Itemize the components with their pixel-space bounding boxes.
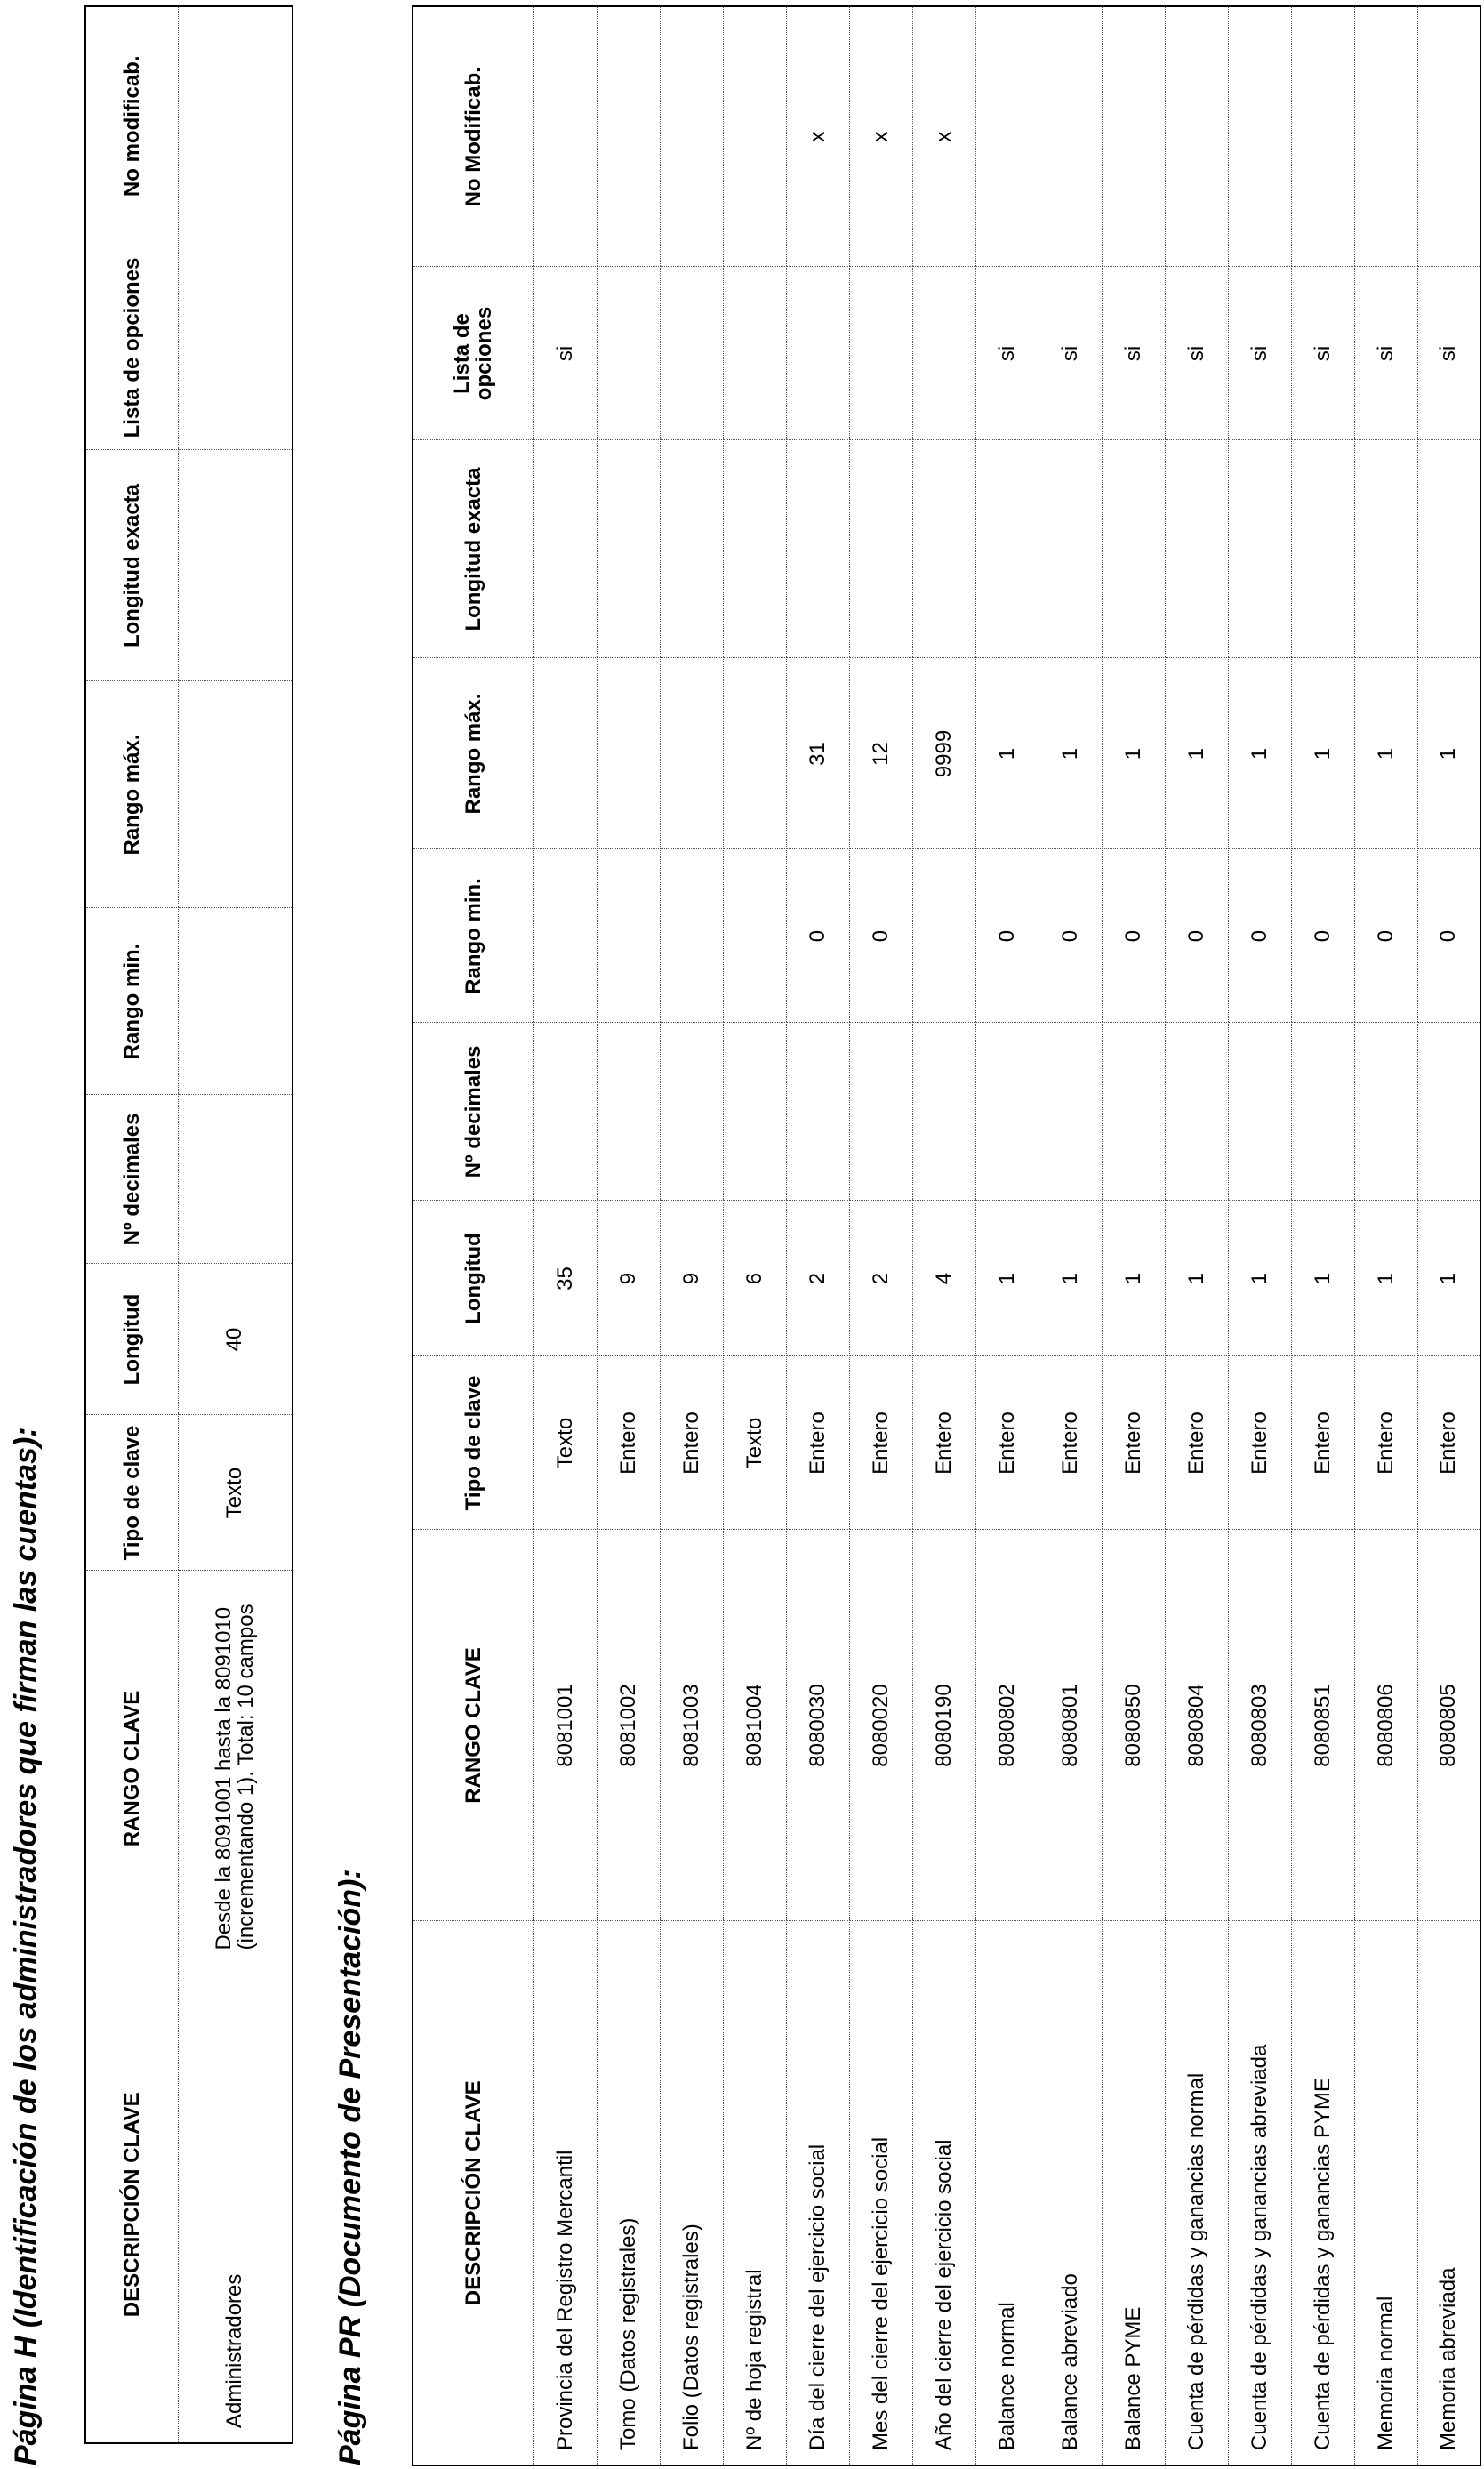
pr-cell-no-modificab (1354, 6, 1417, 267)
pr-cell-descripcion: Cuenta de pérdidas y ganancias normal (1165, 1921, 1228, 2465)
pr-cell-decimales (1354, 1023, 1417, 1201)
pr-cell-descripcion: Balance abreviado (1039, 1921, 1102, 2465)
h-cell-descripcion: Administradores (178, 1966, 293, 2443)
pr-cell-longitud-exacta (597, 440, 660, 658)
pr-cell-longitud: 2 (786, 1201, 849, 1356)
pr-cell-no-modificab (1417, 6, 1480, 267)
pr-cell-longitud-exacta (723, 440, 786, 658)
pr-cell-rango: 8080850 (1102, 1530, 1165, 1921)
pr-cell-tipo: Entero (1354, 1356, 1417, 1530)
pr-header-lista: Lista de opciones (413, 267, 533, 440)
pr-cell-longitud: 6 (723, 1201, 786, 1356)
pr-cell-decimales (597, 1023, 660, 1201)
pr-cell-decimales (1039, 1023, 1102, 1201)
pr-cell-tipo: Entero (912, 1356, 975, 1530)
pr-cell-descripcion: Año del cierre del ejercicio social (912, 1921, 975, 2465)
pr-cell-descripcion: Día del cierre del ejercicio social (786, 1921, 849, 2465)
pr-cell-rango-min: 0 (1102, 849, 1165, 1023)
table-row (1039, 6, 1102, 2465)
pr-cell-longitud: 1 (1039, 1201, 1102, 1356)
pr-cell-no-modificab (597, 6, 660, 267)
table-row (178, 6, 293, 2443)
pr-cell-decimales (975, 1023, 1039, 1201)
pr-cell-rango: 8080803 (1228, 1530, 1291, 1921)
pr-cell-longitud: 1 (1228, 1201, 1291, 1356)
pr-cell-decimales (1165, 1023, 1228, 1201)
pr-cell-tipo: Entero (975, 1356, 1039, 1530)
pr-cell-longitud-exacta (912, 440, 975, 658)
pr-cell-lista (786, 267, 849, 440)
pr-cell-rango-min: 0 (975, 849, 1039, 1023)
pr-cell-rango-min: 0 (1417, 849, 1480, 1023)
h-header-lista: Lista de opciones (85, 245, 178, 450)
pr-cell-rango-max: 31 (786, 658, 849, 849)
pr-cell-descripcion: Tomo (Datos registrales) (597, 1921, 660, 2465)
pr-cell-tipo: Entero (1039, 1356, 1102, 1530)
table-row (660, 6, 723, 2465)
pr-cell-longitud-exacta (975, 440, 1039, 658)
pr-cell-descripcion: Cuenta de pérdidas y ganancias PYME (1291, 1921, 1354, 2465)
pr-cell-rango-max: 1 (1291, 658, 1354, 849)
pr-cell-lista: si (1102, 267, 1165, 440)
pr-cell-longitud: 2 (849, 1201, 912, 1356)
pr-cell-longitud: 1 (1354, 1201, 1417, 1356)
table-row (975, 6, 1039, 2465)
pr-cell-rango-min: 0 (1165, 849, 1228, 1023)
pr-cell-longitud-exacta (786, 440, 849, 658)
pr-cell-no-modificab (1291, 6, 1354, 267)
pr-cell-rango-max: 1 (1354, 658, 1417, 849)
pr-cell-descripcion: Memoria abreviada (1417, 1921, 1480, 2465)
table-row (1417, 6, 1480, 2465)
pr-cell-rango-max (723, 658, 786, 849)
pr-cell-lista: si (1291, 267, 1354, 440)
pr-cell-lista: si (1165, 267, 1228, 440)
table-row (1228, 6, 1291, 2465)
pr-cell-descripcion: Nº de hoja registral (723, 1921, 786, 2465)
page-h-title: Página H (Identificación de los administradores que firman las cuentas): (9, 1427, 43, 2465)
h-cell-decimales (178, 1095, 293, 1264)
pr-cell-tipo: Entero (1228, 1356, 1291, 1530)
table-row (723, 6, 786, 2465)
pr-cell-longitud: 1 (1165, 1201, 1228, 1356)
pr-cell-lista (597, 267, 660, 440)
pr-cell-longitud-exacta (1165, 440, 1228, 658)
pr-cell-tipo: Entero (1417, 1356, 1480, 1530)
h-header-rango-max: Rango máx. (85, 681, 178, 908)
pr-cell-lista: si (1228, 267, 1291, 440)
table-row (1291, 6, 1354, 2465)
h-cell-rango: Desde la 8091001 hasta la 8091010 (incrementando 1). Total: 10 campos (178, 1571, 293, 1966)
pr-cell-rango: 8081001 (533, 1530, 597, 1921)
pr-cell-no-modificab: x (849, 6, 912, 267)
pr-cell-decimales (1228, 1023, 1291, 1201)
h-header-rango: RANGO CLAVE (85, 1571, 178, 1966)
h-header-descripcion: DESCRIPCIÓN CLAVE (85, 1966, 178, 2443)
pr-cell-longitud: 1 (975, 1201, 1039, 1356)
pr-cell-longitud: 1 (1291, 1201, 1354, 1356)
pr-cell-rango: 8080030 (786, 1530, 849, 1921)
pr-cell-descripcion: Folio (Datos registrales) (660, 1921, 723, 2465)
pr-cell-longitud-exacta (533, 440, 597, 658)
pr-cell-tipo: Entero (849, 1356, 912, 1530)
h-cell-lista (178, 245, 293, 450)
pr-cell-rango: 8081004 (723, 1530, 786, 1921)
pr-cell-rango-max: 1 (1102, 658, 1165, 849)
pr-cell-rango-min: 0 (786, 849, 849, 1023)
pr-cell-no-modificab (533, 6, 597, 267)
pr-header-longitud: Longitud (413, 1201, 533, 1356)
pr-cell-no-modificab (975, 6, 1039, 267)
table-row (1165, 6, 1228, 2465)
pr-cell-tipo: Entero (1102, 1356, 1165, 1530)
pr-cell-rango: 8080804 (1165, 1530, 1228, 1921)
pr-cell-longitud-exacta (1354, 440, 1417, 658)
pr-cell-lista (912, 267, 975, 440)
pr-cell-no-modificab: x (912, 6, 975, 267)
pr-cell-longitud-exacta (1102, 440, 1165, 658)
pr-cell-descripcion: Memoria normal (1354, 1921, 1417, 2465)
pr-cell-no-modificab (1165, 6, 1228, 267)
pr-cell-lista: si (1417, 267, 1480, 440)
pr-cell-lista: si (1039, 267, 1102, 440)
h-cell-tipo: Texto (178, 1415, 293, 1571)
table-row (1354, 6, 1417, 2465)
page-pr-table (412, 5, 1481, 2466)
pr-cell-rango-max: 12 (849, 658, 912, 849)
pr-cell-rango: 8080851 (1291, 1530, 1354, 1921)
h-cell-longitud: 40 (178, 1264, 293, 1415)
pr-cell-decimales (1417, 1023, 1480, 1201)
h-header-decimales: Nº decimales (85, 1095, 178, 1264)
h-header-rango-min: Rango min. (85, 908, 178, 1095)
pr-cell-no-modificab (1102, 6, 1165, 267)
pr-cell-longitud: 4 (912, 1201, 975, 1356)
pr-cell-rango: 8080190 (912, 1530, 975, 1921)
pr-cell-tipo: Entero (1165, 1356, 1228, 1530)
h-header-tipo: Tipo de clave (85, 1415, 178, 1571)
pr-cell-rango-max: 1 (1417, 658, 1480, 849)
pr-cell-rango-max (533, 658, 597, 849)
pr-cell-rango-min: 0 (1039, 849, 1102, 1023)
pr-cell-longitud: 9 (660, 1201, 723, 1356)
h-cell-rango-min (178, 908, 293, 1095)
pr-cell-lista (660, 267, 723, 440)
pr-cell-rango-max: 1 (975, 658, 1039, 849)
page-h-table (84, 5, 293, 2444)
pr-cell-rango: 8080801 (1039, 1530, 1102, 1921)
pr-cell-no-modificab (660, 6, 723, 267)
pr-cell-tipo: Entero (597, 1356, 660, 1530)
pr-cell-tipo: Entero (786, 1356, 849, 1530)
h-header-no-modificab: No modificab. (85, 6, 178, 245)
pr-cell-rango-min: 0 (1354, 849, 1417, 1023)
pr-header-longitud-exacta: Longitud exacta (413, 440, 533, 658)
pr-cell-rango: 8080802 (975, 1530, 1039, 1921)
pr-cell-no-modificab: x (786, 6, 849, 267)
pr-cell-no-modificab (1228, 6, 1291, 267)
pr-cell-decimales (533, 1023, 597, 1201)
pr-cell-longitud-exacta (660, 440, 723, 658)
pr-cell-longitud-exacta (1039, 440, 1102, 658)
pr-header-no-modificab: No Modificab. (413, 6, 533, 267)
pr-cell-lista: si (533, 267, 597, 440)
pr-cell-lista (849, 267, 912, 440)
pr-cell-decimales (1102, 1023, 1165, 1201)
pr-cell-rango-max: 1 (1228, 658, 1291, 849)
pr-cell-rango-min: 0 (1291, 849, 1354, 1023)
pr-cell-descripcion: Balance PYME (1102, 1921, 1165, 2465)
h-cell-rango-max (178, 681, 293, 908)
table-row (912, 6, 975, 2465)
pr-header-decimales: Nº decimales (413, 1023, 533, 1201)
pr-cell-rango-min (912, 849, 975, 1023)
pr-header-descripcion: DESCRIPCIÓN CLAVE (413, 1921, 533, 2465)
pr-cell-rango-min: 0 (1228, 849, 1291, 1023)
table-row (533, 6, 597, 2465)
pr-cell-descripcion: Cuenta de pérdidas y ganancias abreviada (1228, 1921, 1291, 2465)
table-row (786, 6, 849, 2465)
pr-cell-decimales (723, 1023, 786, 1201)
pr-cell-tipo: Texto (723, 1356, 786, 1530)
pr-cell-rango-min (723, 849, 786, 1023)
table-row (597, 6, 660, 2465)
pr-cell-longitud-exacta (1291, 440, 1354, 658)
pr-header-rango: RANGO CLAVE (413, 1530, 533, 1921)
pr-cell-rango-min (660, 849, 723, 1023)
h-header-longitud-exacta: Longitud exacta (85, 450, 178, 681)
h-header-longitud: Longitud (85, 1264, 178, 1415)
pr-cell-tipo: Entero (660, 1356, 723, 1530)
pr-cell-longitud: 1 (1417, 1201, 1480, 1356)
page-pr-title: Página PR (Documento de Presentación): (333, 1869, 367, 2465)
pr-cell-decimales (849, 1023, 912, 1201)
pr-cell-longitud: 1 (1102, 1201, 1165, 1356)
pr-cell-tipo: Entero (1291, 1356, 1354, 1530)
pr-cell-longitud-exacta (849, 440, 912, 658)
pr-cell-rango-max: 1 (1165, 658, 1228, 849)
pr-cell-descripcion: Balance normal (975, 1921, 1039, 2465)
pr-cell-longitud-exacta (1228, 440, 1291, 658)
pr-cell-rango: 8080806 (1354, 1530, 1417, 1921)
pr-cell-decimales (1291, 1023, 1354, 1201)
pr-cell-lista: si (1354, 267, 1417, 440)
table-row (1102, 6, 1165, 2465)
pr-header-rango-min: Rango min. (413, 849, 533, 1023)
pr-cell-rango: 8081003 (660, 1530, 723, 1921)
pr-cell-decimales (912, 1023, 975, 1201)
pr-cell-descripcion: Mes del cierre del ejercicio social (849, 1921, 912, 2465)
pr-cell-descripcion: Provincia del Registro Mercantil (533, 1921, 597, 2465)
pr-cell-no-modificab (1039, 6, 1102, 267)
pr-cell-lista (723, 267, 786, 440)
pr-cell-no-modificab (723, 6, 786, 267)
pr-cell-lista: si (975, 267, 1039, 440)
h-cell-longitud-exacta (178, 450, 293, 681)
pr-cell-rango-max: 9999 (912, 658, 975, 849)
pr-cell-decimales (786, 1023, 849, 1201)
pr-cell-tipo: Texto (533, 1356, 597, 1530)
pr-cell-longitud-exacta (1417, 440, 1480, 658)
pr-cell-rango-max: 1 (1039, 658, 1102, 849)
h-cell-no-modificab (178, 6, 293, 245)
pr-cell-rango-min: 0 (849, 849, 912, 1023)
pr-cell-longitud: 35 (533, 1201, 597, 1356)
page-h-header-row (85, 6, 178, 2443)
pr-header-rango-max: Rango máx. (413, 658, 533, 849)
pr-cell-rango: 8080805 (1417, 1530, 1480, 1921)
pr-cell-decimales (660, 1023, 723, 1201)
pr-header-tipo: Tipo de clave (413, 1356, 533, 1530)
page-pr-header-row (413, 6, 533, 2465)
pr-cell-longitud: 9 (597, 1201, 660, 1356)
pr-cell-rango: 8080020 (849, 1530, 912, 1921)
pr-cell-rango-max (660, 658, 723, 849)
pr-cell-rango-min (597, 849, 660, 1023)
pr-cell-rango: 8081002 (597, 1530, 660, 1921)
pr-cell-rango-min (533, 849, 597, 1023)
table-row (849, 6, 912, 2465)
pr-cell-rango-max (597, 658, 660, 849)
